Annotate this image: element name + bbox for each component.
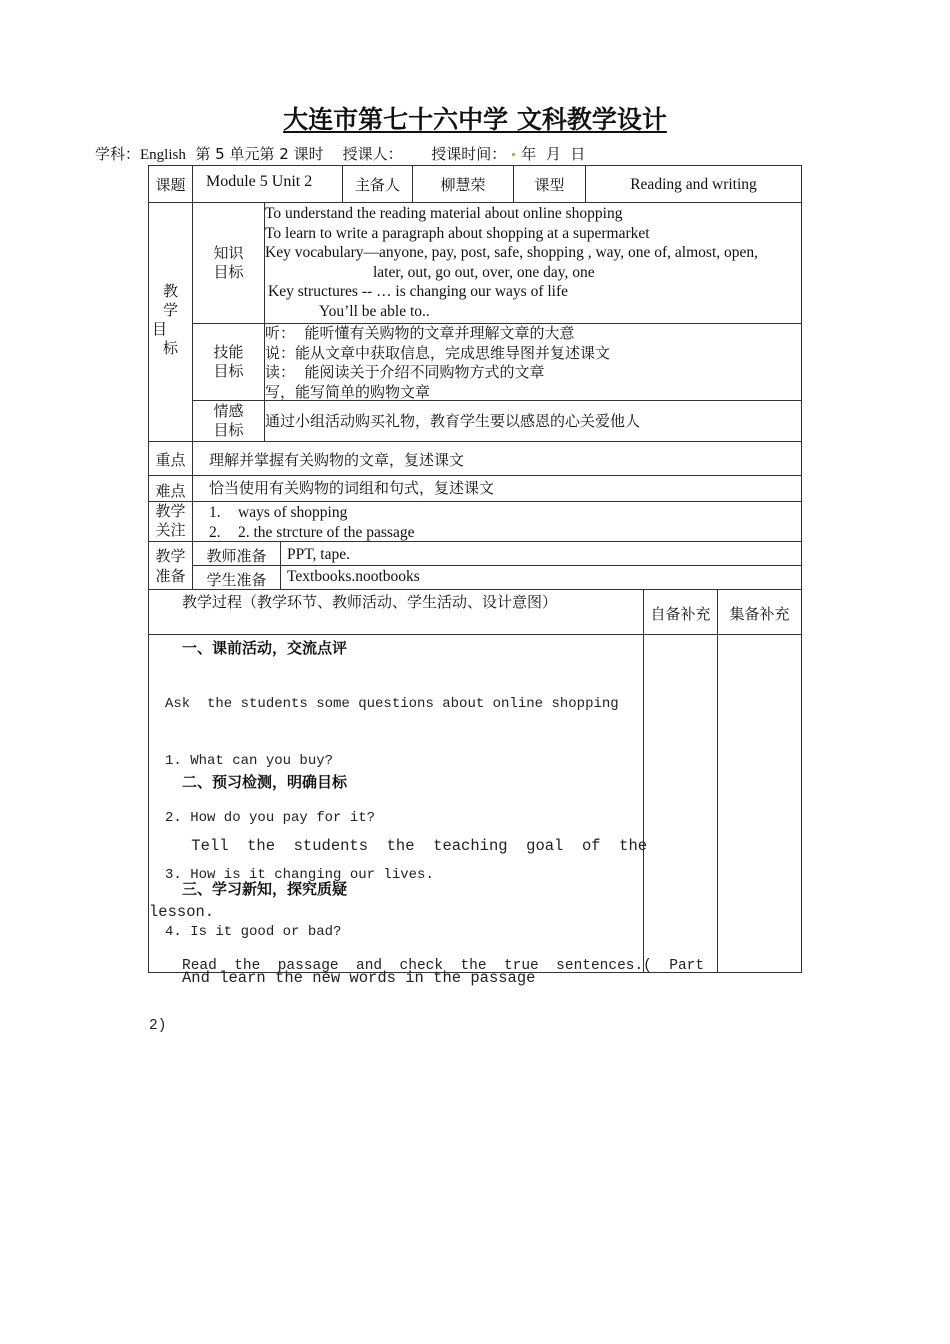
year-label: 年 (521, 145, 537, 163)
section-3-content: Read the passage and check the true sentences.( Part 2) (149, 958, 705, 1034)
preparation-label: 教学 准备 (155, 547, 186, 585)
group-supplement-area[interactable] (718, 635, 801, 972)
section-heading: 二、预习检测，明确目标 (182, 773, 348, 791)
type-value: Reading and writing (630, 176, 757, 193)
unit-lesson: 第 5 单元第 2 课时 (195, 145, 324, 163)
group-supplement-header: 集备补充 (729, 605, 790, 623)
document-title: 大连市第七十六中学 文科教学设计 (283, 105, 667, 134)
difficult-point-label: 难点 (155, 482, 186, 500)
difficult-point-text: 恰当使用有关购物的词组和句式，复述课文 (209, 479, 495, 497)
preparer-value: 柳慧荣 (440, 176, 486, 194)
day-label: 日 (570, 145, 586, 163)
emotion-content: 通过小组活动购买礼物，教育学生要以感恩的心关爱他人 (265, 412, 641, 430)
topic-label: 课题 (155, 176, 186, 194)
section-1-content: Ask the students some questions about online shopping 1. What can you buy? 2. How do you pay for it? 3. How is it changing our lives. 4. Is it good or bad? (165, 696, 619, 940)
subject-value: English (140, 147, 186, 163)
type-label: 课型 (534, 176, 565, 194)
focus-item: 2. 2. the strcture of the passage (209, 523, 415, 541)
emotion-label: 情感 目标 (213, 402, 244, 439)
lesson-meta (95, 143, 585, 164)
teacher-label: 授课人： (342, 145, 403, 163)
preparer-label: 主备人 (354, 176, 400, 194)
mark-dot (512, 153, 515, 156)
student-prep-label: 学生准备 (206, 571, 267, 589)
focus-item: 1. ways of shopping (209, 504, 348, 521)
section-2-content: Tell the students the teaching goal of the lesson. And learn the new words in the passage (149, 837, 648, 987)
process-header: 教学过程（教学环节、教师活动、学生活动、设计意图） (182, 593, 558, 611)
skills-content: 听： 能听懂有关购物的文章并理解文章的大意 说：能从文章中获取信息，完成思维导图并复述课文 读： 能阅读关于介绍不同购物方式的文章 写，能写简单的购物文章 (265, 324, 611, 401)
focus-label: 教学 关注 (155, 502, 186, 539)
student-prep-value: Textbooks.nootbooks (287, 568, 420, 585)
key-point-text: 理解并掌握有关购物的文章，复述课文 (209, 451, 465, 469)
key-point-label: 重点 (155, 451, 186, 469)
objectives-label: 教 学 目 标 (152, 282, 178, 357)
self-supplement-header: 自备补充 (650, 605, 711, 623)
knowledge-label: 知识 目标 (213, 244, 244, 281)
teacher-prep-value: PPT, tape. (287, 546, 350, 563)
teacher-prep-label: 教师准备 (206, 547, 267, 565)
topic-value: Module 5 Unit 2 (206, 173, 313, 190)
section-heading: 三、学习新知，探究质疑 (182, 880, 348, 898)
focus-list (209, 503, 789, 542)
time-label: 授课时间： (431, 145, 507, 163)
self-supplement-area[interactable] (644, 635, 717, 972)
section-heading: 一、课前活动，交流点评 (182, 639, 348, 657)
subject-label: 学科： (95, 145, 141, 163)
knowledge-content: To understand the reading material about online shopping To learn to write a paragraph about shopping at a supermarket Key vocabulary—anyone, pay, post, safe, shopping , way, one of, almost, open, later, out, go out, over, one day, one Key structures -- … is changing our ways of life You’ll be able to.. (265, 205, 759, 320)
skills-label: 技能 目标 (213, 343, 244, 380)
month-label: 月 (545, 145, 561, 163)
